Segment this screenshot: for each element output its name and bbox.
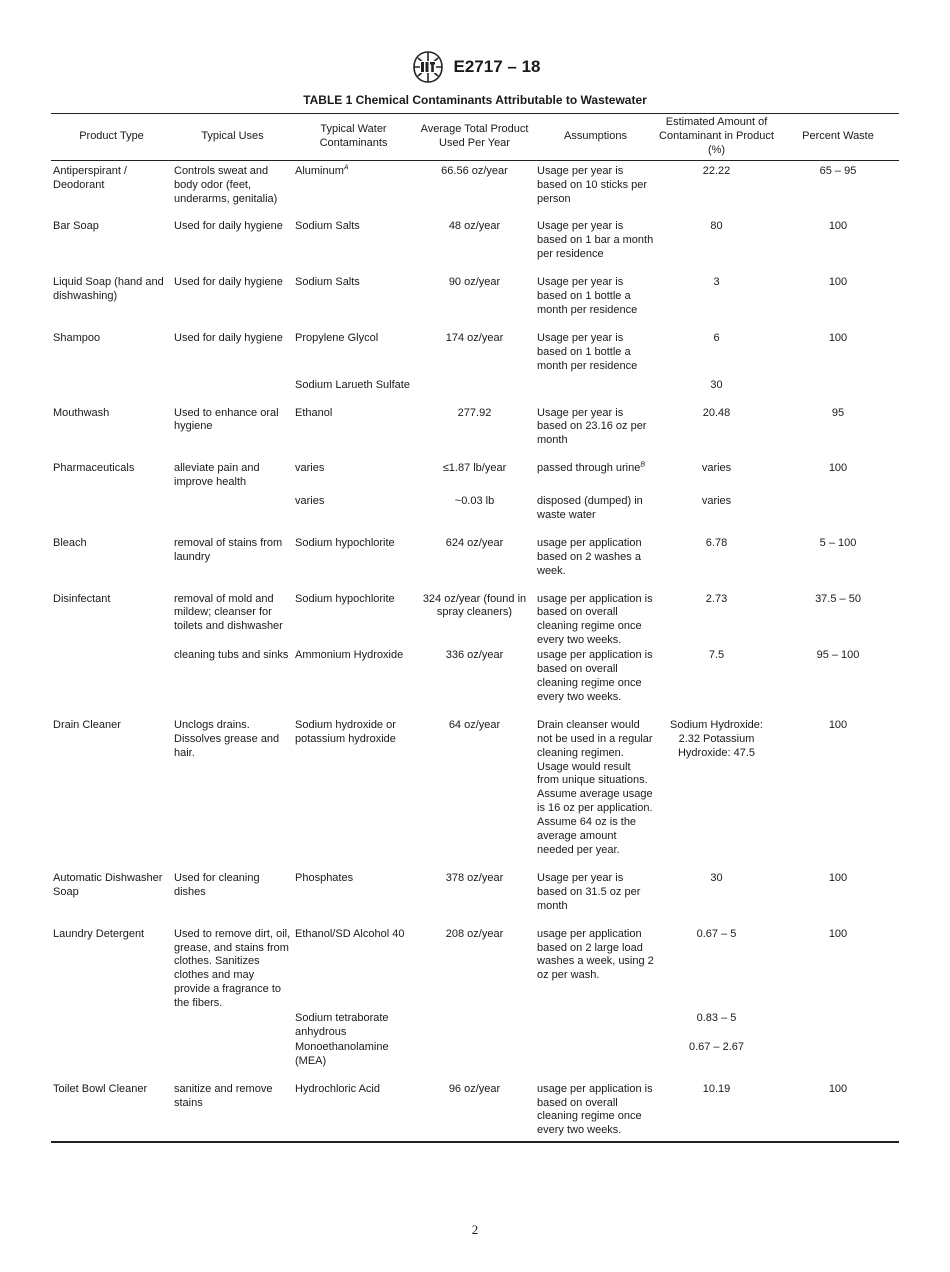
assumptions-cell: Usage per year is based on 31.5 oz per month bbox=[537, 871, 641, 912]
table-row bbox=[51, 1069, 899, 1143]
assumptions-cell: usage per application based on 2 washes a week. bbox=[537, 536, 642, 577]
typical-uses-cell: alleviate pain and improve health bbox=[174, 462, 260, 489]
estimate-cell: varies bbox=[701, 462, 732, 475]
typical-uses-cell: cleaning tubs and sinks bbox=[174, 649, 289, 662]
table-row bbox=[51, 318, 899, 374]
estimate-cell: 0.67 – 5 bbox=[696, 927, 737, 940]
percent-waste-cell: 100 bbox=[828, 871, 848, 884]
footnote-ref: A bbox=[343, 164, 349, 172]
estimate-cell: 0.67 – 2.67 bbox=[688, 1040, 745, 1053]
amount-cell: 48 oz/year bbox=[448, 220, 501, 233]
product-type-cell: Antiperspirant / Deodorant bbox=[53, 164, 127, 191]
product-type-cell bbox=[51, 374, 172, 393]
assumptions-cell: Usage per year is based on 23.16 oz per month bbox=[537, 406, 647, 447]
typical-uses-cell: Unclogs drains. Dissolves grease and hair. bbox=[174, 718, 280, 759]
contaminant-cell: varies bbox=[295, 462, 325, 475]
typical-uses-cell: removal of stains from laundry bbox=[174, 536, 283, 563]
typical-uses-cell bbox=[172, 1011, 293, 1040]
estimate-cell: 3 bbox=[713, 276, 720, 289]
assumptions-cell bbox=[535, 1011, 656, 1040]
column-header: Percent Waste bbox=[802, 129, 874, 142]
assumptions-cell: Usage per year is based on 10 sticks per person bbox=[537, 164, 648, 205]
product-type-cell: Shampoo bbox=[53, 331, 101, 344]
page-header bbox=[0, 50, 950, 84]
column-header: Typical Water Contaminants bbox=[319, 122, 388, 149]
estimate-cell: 6 bbox=[713, 331, 720, 344]
estimate-cell: 2.73 bbox=[705, 592, 728, 605]
typical-uses-cell bbox=[172, 1040, 293, 1069]
assumptions-cell: Usage per year is based on 1 bar a month per residence bbox=[537, 220, 654, 261]
contaminant-cell: Sodium Larueth Sulfate bbox=[295, 378, 410, 391]
percent-waste-cell: 100 bbox=[828, 220, 848, 233]
percent-waste-cell: 95 bbox=[831, 406, 845, 419]
assumptions-cell: Drain cleanser would not be used in a regular cleaning regimen. Usage would result from unique situations. Assume average usage is 16 oz per application. Assume 64 oz is the average amount needed per year. bbox=[537, 718, 653, 856]
product-type-cell: Drain Cleaner bbox=[53, 718, 121, 731]
amount-cell: 624 oz/year bbox=[445, 536, 504, 549]
assumptions-cell: passed through urine$^B$ bbox=[537, 461, 646, 475]
table-title: TABLE 1 Chemical Contaminants Attributable to Wastewater bbox=[303, 93, 647, 107]
typical-uses-cell bbox=[172, 374, 293, 393]
assumptions-cell bbox=[535, 1040, 656, 1069]
estimate-cell: 30 bbox=[710, 378, 723, 391]
contaminant-cell: Ammonium Hydroxide bbox=[295, 649, 404, 662]
assumptions-cell: Usage per year is based on 1 bottle a month per residence bbox=[537, 276, 638, 316]
product-type-cell: Mouthwash bbox=[53, 406, 110, 419]
amount-cell: 277.92 bbox=[457, 406, 492, 419]
percent-waste-cell: 37.5 – 50 bbox=[815, 592, 861, 605]
percent-waste-cell: 100 bbox=[828, 1082, 848, 1095]
contaminant-cell: varies bbox=[295, 495, 325, 508]
percent-waste-cell: 100 bbox=[828, 462, 848, 475]
amount-cell: ≤1.87 lb/year bbox=[442, 462, 507, 475]
estimate-cell: varies bbox=[701, 495, 732, 508]
product-type-cell: Laundry Detergent bbox=[53, 927, 145, 940]
contaminants-table bbox=[51, 113, 899, 1143]
estimate-cell: 0.83 – 5 bbox=[696, 1012, 737, 1025]
column-header: Average Total Product Used Per Year bbox=[420, 122, 529, 149]
assumptions-cell: usage per application is based on overall cleaning regime once every two weeks. bbox=[537, 1082, 653, 1137]
amount-cell: 336 oz/year bbox=[445, 649, 504, 662]
estimate-cell: 7.5 bbox=[708, 649, 725, 662]
product-type-cell bbox=[51, 648, 172, 705]
table-row bbox=[51, 523, 899, 579]
amount-cell: 90 oz/year bbox=[448, 276, 501, 289]
product-type-cell: Pharmaceuticals bbox=[53, 462, 135, 475]
percent-waste-cell bbox=[777, 374, 899, 393]
product-type-cell: Disinfectant bbox=[53, 592, 111, 605]
product-type-cell: Liquid Soap (hand and dishwashing) bbox=[53, 276, 164, 303]
amount-cell bbox=[414, 1040, 535, 1069]
table-row bbox=[51, 705, 899, 858]
astm-logo-icon bbox=[410, 50, 446, 84]
amount-cell: 174 oz/year bbox=[445, 331, 504, 344]
product-type-cell bbox=[51, 490, 172, 523]
percent-waste-cell: 100 bbox=[828, 331, 848, 344]
product-type-cell: Toilet Bowl Cleaner bbox=[53, 1082, 148, 1095]
table-row bbox=[51, 490, 899, 523]
typical-uses-cell: sanitize and remove stains bbox=[174, 1082, 273, 1109]
estimate-cell: 20.48 bbox=[702, 406, 731, 419]
contaminant-cell: Sodium hypochlorite bbox=[295, 592, 395, 605]
product-type-cell: Bleach bbox=[53, 536, 87, 549]
estimate-cell: 80 bbox=[710, 220, 723, 233]
typical-uses-cell: Used for daily hygiene bbox=[174, 276, 283, 289]
contaminant-cell: Sodium tetraborate anhydrous bbox=[295, 1012, 389, 1038]
column-header: Assumptions bbox=[564, 129, 627, 142]
table-row bbox=[51, 858, 899, 914]
contaminant-cell: Ethanol/SD Alcohol 40 bbox=[295, 927, 405, 940]
typical-uses-cell bbox=[172, 490, 293, 523]
contaminant-cell: Sodium hypochlorite bbox=[295, 536, 395, 549]
column-header: Product Type bbox=[79, 129, 144, 142]
contaminant-cell: Ethanol bbox=[295, 406, 333, 419]
typical-uses-cell: Used for daily hygiene bbox=[174, 331, 283, 344]
estimate-cell: Sodium Hydroxide: 2.32 Potassium Hydroxide: 47.5 bbox=[670, 718, 763, 759]
amount-cell: 378 oz/year bbox=[445, 871, 504, 884]
percent-waste-cell: 95 – 100 bbox=[816, 649, 860, 662]
amount-cell: 324 oz/year (found in spray cleaners) bbox=[422, 592, 527, 619]
product-type-cell bbox=[51, 1011, 172, 1040]
estimate-cell: 22.22 bbox=[702, 164, 731, 177]
typical-uses-cell: Used to enhance oral hygiene bbox=[174, 406, 279, 433]
amount-cell: 64 oz/year bbox=[448, 718, 501, 731]
estimate-cell: 10.19 bbox=[702, 1082, 731, 1095]
table-row bbox=[51, 914, 899, 1011]
table-row bbox=[51, 206, 899, 262]
contaminant-cell: Propylene Glycol bbox=[295, 331, 379, 344]
amount-cell bbox=[414, 1011, 535, 1040]
contaminant-cell: Phosphates bbox=[295, 871, 354, 884]
typical-uses-cell: removal of mold and mildew; cleanser for toilets and dishwasher bbox=[174, 592, 283, 633]
contaminant-cell: Aluminum$^A$ bbox=[295, 164, 349, 177]
table-row bbox=[51, 160, 899, 206]
amount-cell: 208 oz/year bbox=[445, 927, 504, 940]
assumptions-cell: usage per application is based on overall cleaning regime once every two weeks. bbox=[537, 592, 653, 647]
table-row bbox=[51, 1040, 899, 1069]
amount-cell bbox=[414, 374, 535, 393]
percent-waste-cell: 100 bbox=[828, 276, 848, 289]
percent-waste-cell: 100 bbox=[828, 718, 848, 731]
amount-cell: ~0.03 lb bbox=[454, 495, 495, 508]
estimate-cell: 6.78 bbox=[705, 536, 728, 549]
table-row bbox=[51, 648, 899, 705]
percent-waste-cell bbox=[777, 1040, 899, 1069]
product-type-cell: Automatic Dishwasher Soap bbox=[53, 871, 163, 898]
contaminant-cell: Hydrochloric Acid bbox=[295, 1082, 380, 1095]
table-row bbox=[51, 579, 899, 649]
column-header: Estimated Amount of Contaminant in Product (%) bbox=[659, 116, 774, 156]
column-header: Typical Uses bbox=[201, 129, 264, 142]
page-number: 2 bbox=[471, 1222, 479, 1237]
table-row bbox=[51, 374, 899, 393]
contaminants-table-container bbox=[51, 113, 899, 1143]
table-row bbox=[51, 1011, 899, 1040]
assumptions-cell bbox=[535, 374, 656, 393]
table-row bbox=[51, 393, 899, 449]
typical-uses-cell: Used for daily hygiene bbox=[174, 220, 283, 233]
footnote-ref: B bbox=[640, 461, 646, 469]
table-header-row bbox=[51, 114, 899, 161]
assumptions-cell: usage per application based on 2 large load washes a week, using 2 oz per wash. bbox=[537, 927, 654, 982]
table-row bbox=[51, 448, 899, 490]
contaminant-cell: Monoethanolamine (MEA) bbox=[295, 1040, 389, 1067]
percent-waste-cell bbox=[777, 1011, 899, 1040]
assumptions-cell: Usage per year is based on 1 bottle a month per residence bbox=[537, 331, 638, 372]
typical-uses-cell: Controls sweat and body odor (feet, underarms, genitalia) bbox=[174, 164, 278, 205]
percent-waste-cell: 5 – 100 bbox=[819, 536, 857, 549]
amount-cell: 96 oz/year bbox=[448, 1082, 501, 1095]
standard-designation: E2717 – 18 bbox=[453, 57, 541, 76]
estimate-cell: 30 bbox=[710, 871, 723, 884]
amount-cell: 66.56 oz/year bbox=[441, 164, 508, 177]
product-type-cell bbox=[51, 1040, 172, 1069]
product-type-cell: Bar Soap bbox=[53, 220, 99, 233]
percent-waste-cell bbox=[777, 490, 899, 523]
assumptions-cell: disposed (dumped) in waste water bbox=[537, 495, 643, 521]
contaminant-cell: Sodium Salts bbox=[295, 276, 360, 289]
percent-waste-cell: 100 bbox=[828, 927, 848, 940]
table-row bbox=[51, 262, 899, 318]
contaminant-cell: Sodium hydroxide or potassium hydroxide bbox=[295, 718, 396, 745]
percent-waste-cell: 65 – 95 bbox=[819, 164, 857, 177]
typical-uses-cell: Used for cleaning dishes bbox=[174, 871, 260, 898]
contaminant-cell: Sodium Salts bbox=[295, 220, 360, 233]
assumptions-cell: usage per application is based on overall cleaning regime once every two weeks. bbox=[537, 649, 653, 703]
typical-uses-cell: Used to remove dirt, oil, grease, and stains from clothes. Sanitizes clothes and may provide a fragrance to the fibers. bbox=[174, 927, 291, 1010]
